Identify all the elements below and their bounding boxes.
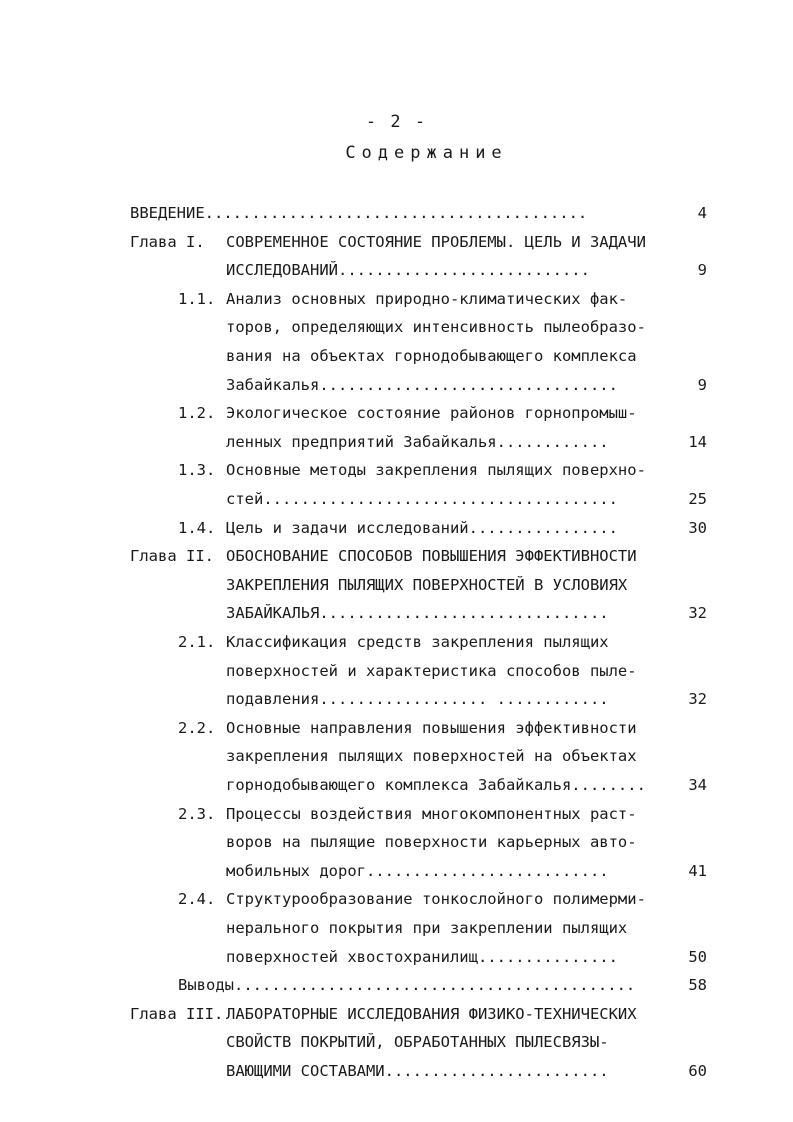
section-label: 2.3. <box>178 804 216 823</box>
toc-page-number: 25 <box>688 490 707 508</box>
toc-page-number: 41 <box>688 861 707 880</box>
toc-entry-line: Основные направления повышения эффективности <box>226 718 637 737</box>
toc-entry-line: ЗАБАЙКАЛЬЯ............................... <box>226 604 609 623</box>
toc-entry-line: нерального покрытия при закреплении пылящих <box>226 919 628 937</box>
toc-entry-line: поверхностей хвостохранилищ............... <box>226 947 618 966</box>
toc-entry-line: торов, определяющих интенсивность пылеобразо- <box>226 318 646 337</box>
toc-page-number: 9 <box>697 261 707 280</box>
toc-entry-line: Анализ основных природно-климатических фак- <box>226 289 628 308</box>
toc-page-number: 14 <box>688 432 707 451</box>
toc-entry-line: Процессы воздействия многокомпонентных раст- <box>226 804 637 823</box>
toc-entry-line: подавления.................. ............ <box>226 690 609 709</box>
toc-entry-line: СВОЙСТВ ПОКРЫТИЙ, ОБРАБОТАННЫХ ПЫЛЕСВЯЗЫ- <box>226 1033 609 1052</box>
toc-entry-line: Выводы........................................... <box>178 976 636 995</box>
toc-entry-line: вания на объектах горнодобывающего комплекса <box>226 347 637 365</box>
section-label: 2.1. <box>178 633 216 651</box>
page-number: - 2 - <box>365 112 428 132</box>
toc-page-number: 34 <box>688 776 707 794</box>
toc-entry-line: горнодобывающего комплекса Забайкалья........ <box>226 776 646 794</box>
toc-entry-line: воров на пылящие поверхности карьерных авто- <box>226 833 637 852</box>
toc-entry-line: Экологическое состояние районов горнопромыш- <box>226 404 637 423</box>
toc-entry-line: ВВЕДЕНИЕ......................................... <box>130 204 588 222</box>
toc-entry-line: поверхностей и характеристика способов пыле- <box>226 661 637 680</box>
toc-page-number: 32 <box>688 690 707 709</box>
toc-entry-line: ЗАКРЕПЛЕНИЯ ПЫЛЯЩИХ ПОВЕРХНОСТЕЙ В УСЛОВИЯХ <box>226 575 628 594</box>
section-label: 1.4. <box>178 518 216 537</box>
section-label: 1.2. <box>178 404 216 423</box>
toc-entry-line: мобильных дорог.......................... <box>226 861 609 880</box>
page-title: Содержание <box>345 143 508 163</box>
toc-entry-line: Структурообразование тонкослойного полимерми- <box>226 890 646 909</box>
toc-page-number: 60 <box>688 1062 707 1080</box>
section-label: 2.4. <box>178 890 216 909</box>
toc-entry-line: Цель и задачи исследований................ <box>226 518 618 537</box>
toc-page-number: 58 <box>688 976 707 995</box>
section-label: 1.1. <box>178 289 216 308</box>
chapter-label: Глава II. <box>130 547 214 566</box>
toc-entry-line: ЛАБОРАТОРНЫЕ ИССЛЕДОВАНИЯ ФИЗИКО-ТЕХНИЧЕСКИХ <box>226 1004 637 1023</box>
toc-entry-line: Классификация средств закрепления пылящих <box>226 633 609 651</box>
toc-entry-line: СОВРЕМЕННОЕ СОСТОЯНИЕ ПРОБЛЕМЫ. ЦЕЛЬ И ЗАДАЧИ <box>226 232 646 251</box>
toc-page-number: 32 <box>688 604 707 623</box>
toc-entry-line: закрепления пылящих поверхностей на объектах <box>226 747 637 766</box>
toc-page-number: 30 <box>688 518 707 537</box>
toc-page-number: 4 <box>697 204 707 222</box>
section-label: 1.3. <box>178 461 216 480</box>
chapter-label: Глава III. <box>130 1004 224 1023</box>
toc-page-number: 50 <box>688 947 707 966</box>
toc-entry-line: ВАЮЩИМИ СОСТАВАМИ........................ <box>226 1062 609 1080</box>
chapter-label: Глава I. <box>130 232 205 251</box>
toc-entry-line: стей...................................... <box>226 490 618 508</box>
section-label: 2.2. <box>178 718 216 737</box>
toc-entry-line: Забайкалья................................ <box>226 375 618 394</box>
toc-entry-line: ИССЛЕДОВАНИЙ........................... <box>226 261 590 280</box>
toc-page-number: 9 <box>697 375 707 394</box>
toc-entry-line: ОБОСНОВАНИЕ СПОСОБОВ ПОВЫШЕНИЯ ЭФФЕКТИВНОСТИ <box>226 547 637 566</box>
toc-entry-line: ленных предприятий Забайкалья............ <box>226 432 609 451</box>
toc-entry-line: Основные методы закрепления пылящих поверхно- <box>226 461 646 480</box>
